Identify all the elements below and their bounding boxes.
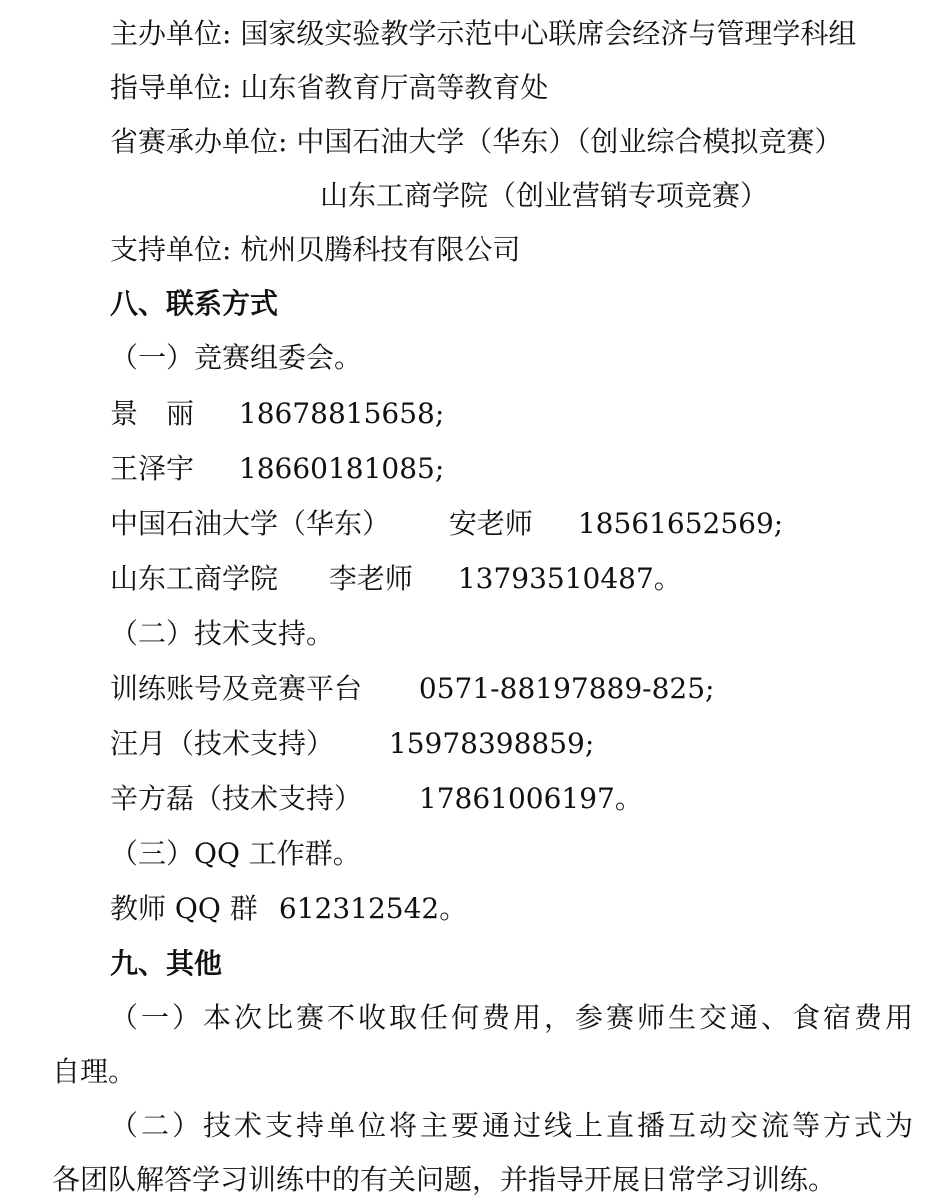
contact-1-name: 景 丽 <box>110 397 195 430</box>
subsection-3-title: （三）QQ 工作群。 <box>110 837 361 870</box>
tech-row-3 <box>110 779 643 819</box>
contact-2-name: 王泽宇 <box>110 452 195 485</box>
qq-value: 612312542。 <box>278 892 468 925</box>
other-1-line-1: （一）本次比赛不收取任何费用，参赛师生交通、食宿费用 <box>110 1001 917 1034</box>
organizer-value-1: 中国石油大学（华东）（创业综合模拟竞赛） <box>296 125 843 158</box>
tech-3-phone: 17861006197。 <box>418 782 643 815</box>
support-line <box>110 230 520 270</box>
contact-3-phone: 18561652569; <box>577 507 784 540</box>
contact-2-phone: 18660181085; <box>238 452 445 485</box>
contact-4-phone: 13793510487。 <box>457 562 682 595</box>
tech-3-label: 辛方磊（技术支持） <box>110 782 363 815</box>
contact-row-2 <box>110 449 444 489</box>
subsection-1-title: （一）竞赛组委会。 <box>110 341 363 374</box>
organizer-label: 省赛承办单位: <box>110 125 288 158</box>
contact-row-4 <box>110 559 682 599</box>
qq-row <box>110 889 467 929</box>
host-label: 主办单位: <box>110 17 232 50</box>
other-2-line-2: 各团队解答学习训练中的有关问题，并指导开展日常学习训练。 <box>52 1163 837 1196</box>
tech-2-label: 汪月（技术支持） <box>110 727 335 760</box>
organizer-value-2: 山东工商学院（创业营销专项竞赛） <box>320 179 769 212</box>
contact-3-org: 中国石油大学（华东） <box>110 507 391 540</box>
host-line <box>110 14 856 54</box>
tech-1-label: 训练账号及竞赛平台 <box>110 672 363 705</box>
organizer-line-1 <box>110 122 842 162</box>
contact-3-name: 安老师 <box>448 507 533 540</box>
support-value: 杭州贝腾科技有限公司 <box>240 233 521 266</box>
tech-1-phone: 0571-88197889-825; <box>418 672 715 705</box>
other-2-line-1: （二）技术支持单位将主要通过线上直播互动交流等方式为 <box>110 1109 917 1142</box>
tech-2-phone: 15978398859; <box>388 727 595 760</box>
section-8-title: 八、联系方式 <box>110 287 279 320</box>
guide-value: 山东省教育厅高等教育处 <box>240 71 549 104</box>
host-value: 国家级实验教学示范中心联席会经济与管理学科组 <box>240 17 857 50</box>
qq-label: 教师 QQ 群 <box>110 892 258 925</box>
section-9-title: 九、其他 <box>110 947 223 980</box>
other-1-line-2: 自理。 <box>52 1055 137 1088</box>
contact-4-org: 山东工商学院 <box>110 562 279 595</box>
tech-row-2 <box>110 724 594 764</box>
contact-row-3 <box>110 504 783 544</box>
subsection-2-title: （二）技术支持。 <box>110 617 335 650</box>
contact-row-1 <box>110 394 444 434</box>
tech-row-1 <box>110 669 714 709</box>
support-label: 支持单位: <box>110 233 232 266</box>
contact-4-name: 李老师 <box>328 562 413 595</box>
organizer-line-2 <box>320 176 768 216</box>
guide-line <box>110 68 548 108</box>
guide-label: 指导单位: <box>110 71 232 104</box>
contact-1-phone: 18678815658; <box>238 397 445 430</box>
